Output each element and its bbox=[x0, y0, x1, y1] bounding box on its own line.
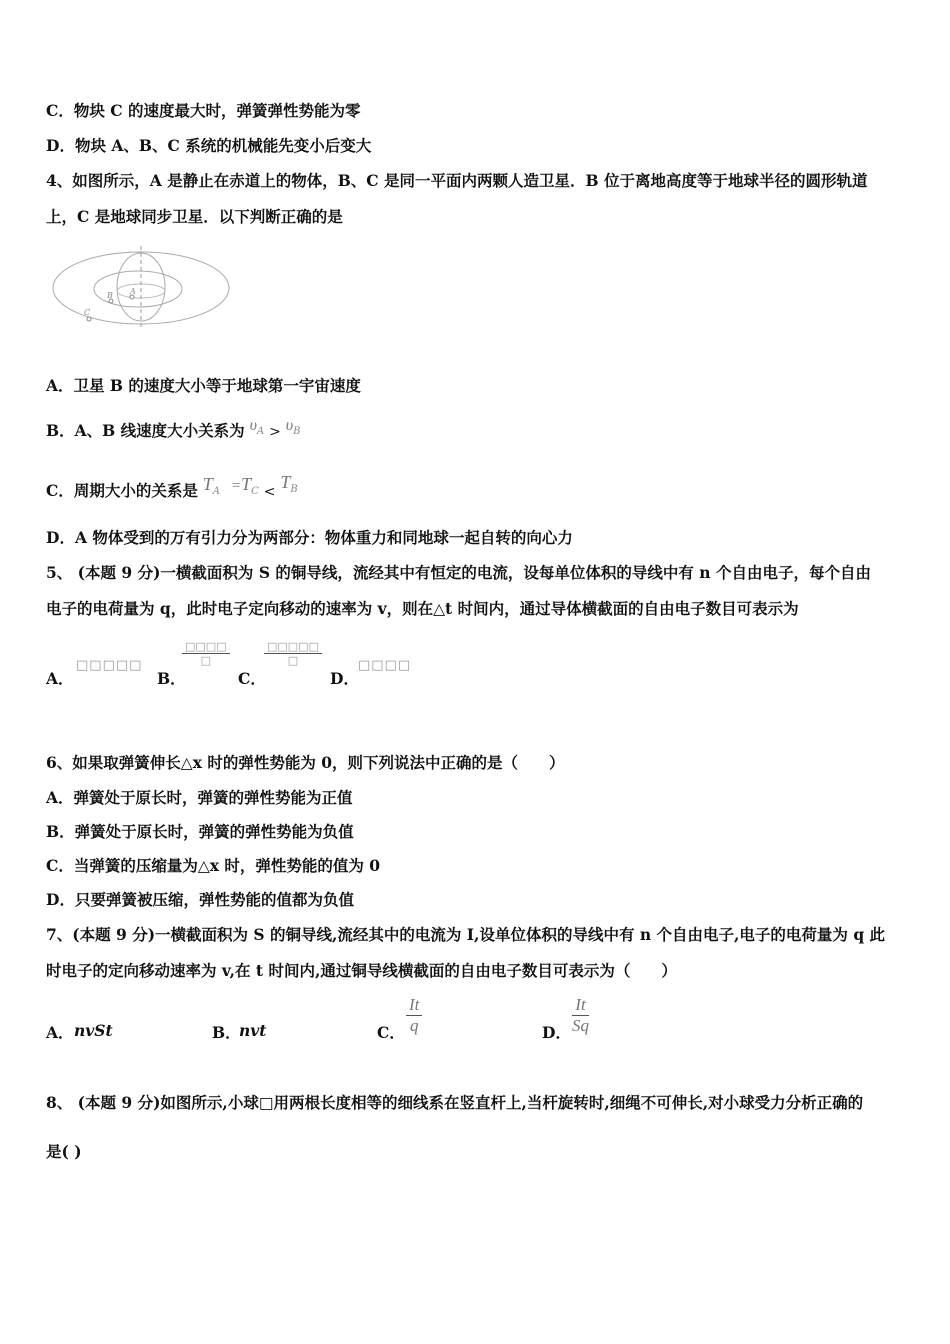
q4-c-sub-c: C bbox=[251, 486, 259, 497]
q4-option-b-label: B．A、B 线速度大小关系为 bbox=[46, 421, 245, 440]
q4-b-v1: υ bbox=[249, 417, 257, 434]
q3-option-d: D．物块 A、B、C 系统的机械能先变小后变大 bbox=[46, 136, 372, 155]
q4-c-sub-b: B bbox=[290, 484, 298, 495]
label-b: B bbox=[107, 291, 113, 300]
q7-c-denominator: q bbox=[409, 1016, 419, 1035]
q7-option-d-value bbox=[572, 995, 589, 1036]
q5-option-b-value bbox=[182, 640, 230, 667]
q4-c-sub-a: A bbox=[212, 486, 221, 497]
q7-option-c-value bbox=[406, 995, 422, 1036]
q8-stem-line2: 是( ) bbox=[46, 1142, 82, 1161]
q5-option-d-label: D． bbox=[330, 669, 359, 688]
q7-option-c-label: C． bbox=[377, 1023, 405, 1042]
q7-option-b-label: B． bbox=[212, 1023, 241, 1042]
q6-option-b: B．弹簧处于原长时，弹簧的弹性势能为负值 bbox=[46, 822, 354, 841]
q4-stem-line1: 4、如图所示，A 是静止在赤道上的物体，B、C 是同一平面内两颗人造卫星．B 位于离地高度等于地球半径的圆形轨道 bbox=[46, 171, 868, 190]
q4-c-eq: = bbox=[230, 478, 242, 494]
q5-c-numerator: □□□□□ bbox=[264, 640, 322, 654]
q5-option-c-label: C． bbox=[238, 669, 266, 688]
q7-option-a-value: nvSt bbox=[74, 1021, 113, 1040]
q4-b-gt: > bbox=[269, 424, 281, 440]
q4-c-t1: T bbox=[202, 474, 213, 494]
q4-c-t2: T bbox=[241, 474, 252, 494]
q4-b-sub-b: B bbox=[293, 426, 301, 437]
q5-option-c-value bbox=[264, 640, 322, 667]
orbit-diagram bbox=[46, 240, 236, 330]
q5-c-denominator: □ bbox=[287, 654, 299, 667]
q5-b-denominator: □ bbox=[200, 654, 211, 667]
q8-stem-line1: 8、 (本题 9 分)如图所示,小球□用两根长度相等的细线系在竖直杆上,当杆旋转时,细绳不可伸长,对小球受力分析正确的 bbox=[46, 1093, 864, 1112]
q4-stem-line2: 上，C 是地球同步卫星．以下判断正确的是 bbox=[46, 207, 343, 226]
q4-c-lt: < bbox=[263, 484, 276, 500]
q5-option-a-label: A． bbox=[46, 669, 74, 688]
q4-option-c bbox=[46, 474, 910, 514]
q7-stem-line2: 时电子的定向移动速率为 v,在 t 时间内,通过铜导线横截面的自由电子数目可表示为（ ） bbox=[46, 961, 677, 980]
q4-option-d: D．A 物体受到的万有引力分为两部分：物体重力和同地球一起自转的向心力 bbox=[46, 528, 573, 547]
q4-b-sub-a: A bbox=[256, 426, 265, 437]
q5-option-b-label: B． bbox=[157, 669, 186, 688]
q5-b-numerator: □□□□ bbox=[182, 640, 230, 654]
q3-option-c: C．物块 C 的速度最大时，弹簧弹性势能为零 bbox=[46, 101, 361, 120]
q7-c-numerator: It bbox=[406, 995, 422, 1016]
q7-d-denominator: Sq bbox=[572, 1016, 589, 1035]
q6-option-a: A．弹簧处于原长时，弹簧的弹性势能为正值 bbox=[46, 788, 353, 807]
q4-c-t3: T bbox=[280, 472, 291, 492]
q4-option-b bbox=[46, 416, 910, 453]
q4-option-a: A．卫星 B 的速度大小等于地球第一宇宙速度 bbox=[46, 376, 361, 395]
q4-option-c-label: C．周期大小的关系是 bbox=[46, 481, 198, 500]
q5-option-d-value: □□□□ bbox=[358, 658, 412, 673]
q5-option-a-value: □□□□□ bbox=[76, 658, 143, 673]
q7-option-a-label: A． bbox=[46, 1023, 74, 1042]
q7-d-numerator: It bbox=[572, 995, 589, 1016]
label-a: A bbox=[130, 287, 136, 296]
q7-option-d-label: D． bbox=[542, 1023, 571, 1042]
q6-stem: 6、如果取弹簧伸长△x 时的弹性势能为 0，则下列说法中正确的是（ ） bbox=[46, 753, 565, 772]
q5-stem-line1: 5、 (本题 9 分)一横截面积为 S 的铜导线，流经其中有恒定的电流，设每单位体积的导线中有 n 个自由电子，每个自由 bbox=[46, 563, 871, 582]
q6-option-c: C．当弹簧的压缩量为△x 时，弹性势能的值为 0 bbox=[46, 856, 381, 875]
q7-option-b-value: nvt bbox=[239, 1021, 267, 1040]
q5-stem-line2: 电子的电荷量为 q，此时电子定向移动的速率为 v，则在△t 时间内，通过导体横截面的自由电子数目可表示为 bbox=[46, 599, 799, 618]
q7-stem-line1: 7、(本题 9 分)一横截面积为 S 的铜导线,流经其中的电流为 I,设单位体积的导线中有 n 个自由电子,电子的电荷量为 q 此 bbox=[46, 925, 886, 944]
label-c: C bbox=[84, 308, 91, 317]
q6-option-d: D．只要弹簧被压缩，弹性势能的值都为负值 bbox=[46, 890, 354, 909]
q4-b-v2: υ bbox=[285, 417, 294, 434]
